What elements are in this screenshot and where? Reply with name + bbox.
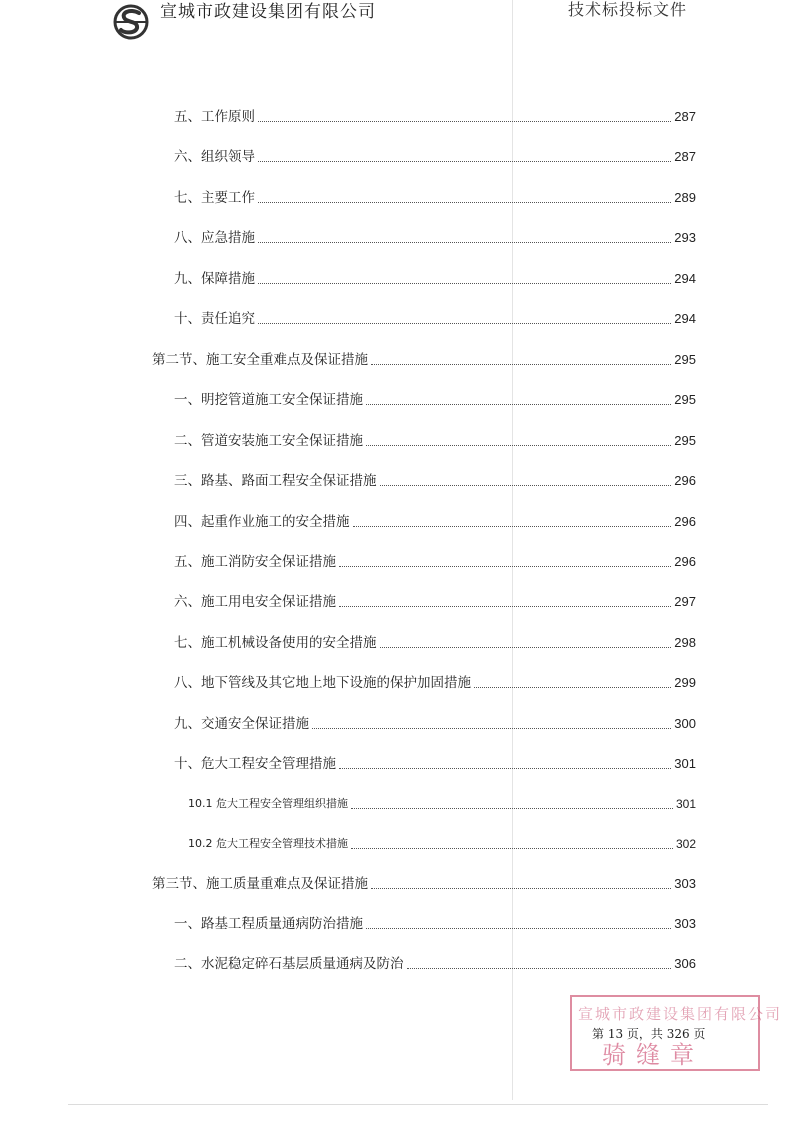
toc-entry-page: 301	[674, 756, 696, 771]
toc-entry-title: 四、起重作业施工的安全措施	[174, 514, 350, 530]
toc-entry-page: 296	[674, 514, 696, 529]
toc-entry-title: 10.1 危大工程安全管理组织措施	[188, 797, 348, 810]
toc-entry[interactable]	[174, 911, 696, 933]
toc-entry[interactable]	[174, 468, 696, 490]
toc-leader-dots	[258, 120, 671, 122]
toc-entry-page: 293	[674, 230, 696, 245]
toc-entry-page: 294	[674, 311, 696, 326]
toc-entry[interactable]	[152, 347, 696, 369]
toc-leader-dots	[353, 525, 672, 527]
toc-entry-title: 10.2 危大工程安全管理技术措施	[188, 837, 348, 850]
toc-leader-dots	[380, 646, 672, 648]
toc-leader-dots	[258, 160, 671, 162]
toc-entry-title: 一、路基工程质量通病防治措施	[174, 916, 363, 932]
page-number-info: 第 13 页，共 326 页	[592, 1027, 706, 1041]
toc-entry[interactable]	[174, 144, 696, 166]
toc-entry-title: 五、工作原则	[174, 109, 255, 125]
seam-seal-stamp	[570, 995, 783, 1071]
toc-entry-page: 297	[674, 594, 696, 609]
toc-entry-page: 294	[674, 271, 696, 286]
toc-entry-page: 306	[674, 956, 696, 971]
toc-entry-title: 六、施工用电安全保证措施	[174, 594, 336, 610]
toc-entry-title: 八、应急措施	[174, 230, 255, 246]
toc-leader-dots	[258, 322, 671, 324]
toc-entry-page: 296	[674, 554, 696, 569]
toc-entry-page: 287	[674, 149, 696, 164]
toc-entry[interactable]	[174, 387, 696, 409]
toc-leader-dots	[371, 363, 671, 365]
toc-entry-page: 295	[674, 392, 696, 407]
toc-entry-title: 七、主要工作	[174, 190, 255, 206]
toc-leader-dots	[339, 767, 671, 769]
toc-entry[interactable]	[174, 266, 696, 288]
seam-seal-text: 骑缝章	[602, 1041, 704, 1069]
toc-entry[interactable]	[174, 185, 696, 207]
toc-leader-dots	[407, 967, 672, 969]
toc-entry[interactable]	[174, 509, 696, 531]
toc-entry-page: 295	[674, 433, 696, 448]
toc-entry[interactable]	[174, 104, 696, 126]
toc-entry[interactable]	[174, 589, 696, 611]
toc-leader-dots	[312, 727, 671, 729]
toc-leader-dots	[366, 927, 671, 929]
toc-entry-title: 十、责任追究	[174, 311, 255, 327]
toc-leader-dots	[339, 565, 671, 567]
toc-entry[interactable]	[174, 951, 696, 973]
toc-leader-dots	[258, 282, 671, 284]
toc-entry-title: 第三节、施工质量重难点及保证措施	[152, 876, 368, 892]
page-bottom-line	[68, 1104, 768, 1105]
toc-entry[interactable]	[174, 306, 696, 328]
toc-entry-page: 303	[674, 916, 696, 931]
toc-leader-dots	[351, 847, 673, 849]
toc-leader-dots	[380, 484, 672, 486]
toc-entry-title: 三、路基、路面工程安全保证措施	[174, 473, 377, 489]
toc-entry[interactable]	[174, 549, 696, 571]
toc-entry-page: 289	[674, 190, 696, 205]
toc-entry-page: 298	[674, 635, 696, 650]
toc-leader-dots	[339, 605, 671, 607]
toc-entry-title: 十、危大工程安全管理措施	[174, 756, 336, 772]
toc-entry[interactable]	[188, 791, 696, 813]
toc-leader-dots	[366, 403, 671, 405]
toc-entry-title: 九、交通安全保证措施	[174, 716, 309, 732]
toc-entry-page: 302	[675, 837, 696, 851]
company-name: 宣城市政建设集团有限公司	[160, 2, 376, 22]
toc-entry-title: 六、组织领导	[174, 149, 255, 165]
toc-entry[interactable]	[174, 630, 696, 652]
toc-leader-dots	[371, 887, 671, 889]
toc-leader-dots	[258, 201, 671, 203]
document-type: 技术标投标文件	[568, 0, 688, 19]
toc-leader-dots	[351, 807, 673, 809]
page-header	[0, 0, 793, 44]
toc-entry-title: 二、管道安装施工安全保证措施	[174, 433, 363, 449]
toc-entry-title: 二、水泥稳定碎石基层质量通病及防治	[174, 956, 404, 972]
toc-entry[interactable]	[188, 831, 696, 853]
toc-leader-dots	[366, 444, 671, 446]
toc-entry-title: 第二节、施工安全重难点及保证措施	[152, 352, 368, 368]
toc-entry-title: 一、明挖管道施工安全保证措施	[174, 392, 363, 408]
toc-entry-title: 五、施工消防安全保证措施	[174, 554, 336, 570]
stamp-company-text: 宣城市政建设集团有限公司	[578, 1005, 783, 1023]
toc-entry[interactable]	[174, 225, 696, 247]
toc-leader-dots	[258, 241, 671, 243]
toc-entry[interactable]	[174, 670, 696, 692]
toc-entry-page: 287	[674, 109, 696, 124]
toc-entry[interactable]	[174, 751, 696, 773]
toc-entry-page: 300	[674, 716, 696, 731]
toc-entry[interactable]	[174, 711, 696, 733]
toc-entry-title: 八、地下管线及其它地上地下设施的保护加固措施	[174, 675, 471, 691]
company-logo-icon	[112, 4, 150, 40]
toc-leader-dots	[474, 686, 671, 688]
toc-entry[interactable]	[174, 428, 696, 450]
toc-entry-page: 295	[674, 352, 696, 367]
toc-entry-title: 九、保障措施	[174, 271, 255, 287]
toc-entry-page: 299	[674, 675, 696, 690]
toc-entry-page: 303	[674, 876, 696, 891]
toc-entry-page: 296	[674, 473, 696, 488]
toc-entry-title: 七、施工机械设备使用的安全措施	[174, 635, 377, 651]
toc-entry-page: 301	[675, 797, 696, 811]
toc-entry[interactable]	[152, 871, 696, 893]
